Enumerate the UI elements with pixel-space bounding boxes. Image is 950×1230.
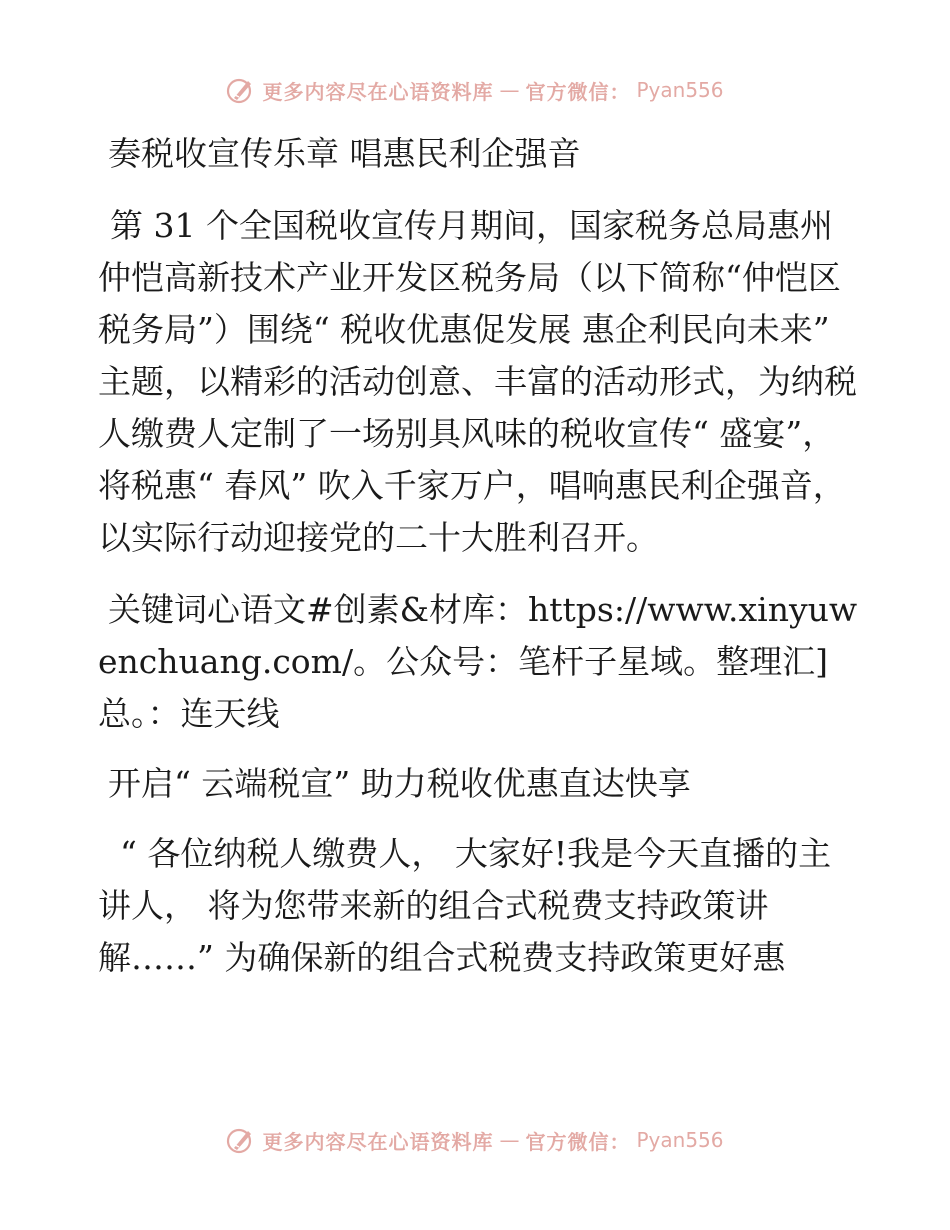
watermark-label: 官方微信：: [525, 1129, 631, 1154]
footer-watermark: [0, 1120, 950, 1160]
watermark-dash: —: [499, 1128, 520, 1152]
quill-pen-logo-icon: [226, 75, 256, 105]
document-body: [98, 120, 858, 984]
watermark-dash: —: [499, 78, 520, 102]
watermark-text: 更多内容尽在心语资料库: [262, 79, 494, 104]
keywords-paragraph: 关键词心语文#创素&材库：https://www.xinyuwenchuang.com/。公众号：笔杆子星域。整理汇]总。：连天线: [98, 590, 858, 733]
body-paragraph-2: “ 各位纳税人缴费人， 大家好!我是今天直播的主讲人， 将为您带来新的组合式税费支持政策讲解……” 为确保新的组合式税费支持政策更好惠: [98, 834, 832, 977]
document-title: 奏税收宣传乐章 唱惠民利企强音: [108, 134, 581, 173]
watermark-wechat-id: Pyan556: [636, 1128, 724, 1152]
watermark-wechat-id: Pyan556: [636, 78, 724, 102]
quill-pen-logo-icon: [226, 1125, 256, 1155]
body-paragraph-1: 第 31 个全国税收宣传月期间，国家税务总局惠州仲恺高新技术产业开发区税务局（以下简称“仲恺区税务局”）围绕“ 税收优惠促发展 惠企利民向未来” 主题，以精彩的活动创意、丰富的活动形式，为纳税人缴费人定制了一场别具风味的税收宣传“ 盛宴”，将税惠“ 春风” 吹入千家万户，唱响惠民利企强音，以实际行动迎接党的二十大胜利召开。: [98, 206, 857, 557]
header-watermark: [0, 70, 950, 110]
section-heading: 开启“ 云端税宣” 助力税收优惠直达快享: [108, 764, 691, 803]
watermark-label: 官方微信：: [525, 79, 631, 104]
watermark-text: 更多内容尽在心语资料库: [262, 1129, 494, 1154]
